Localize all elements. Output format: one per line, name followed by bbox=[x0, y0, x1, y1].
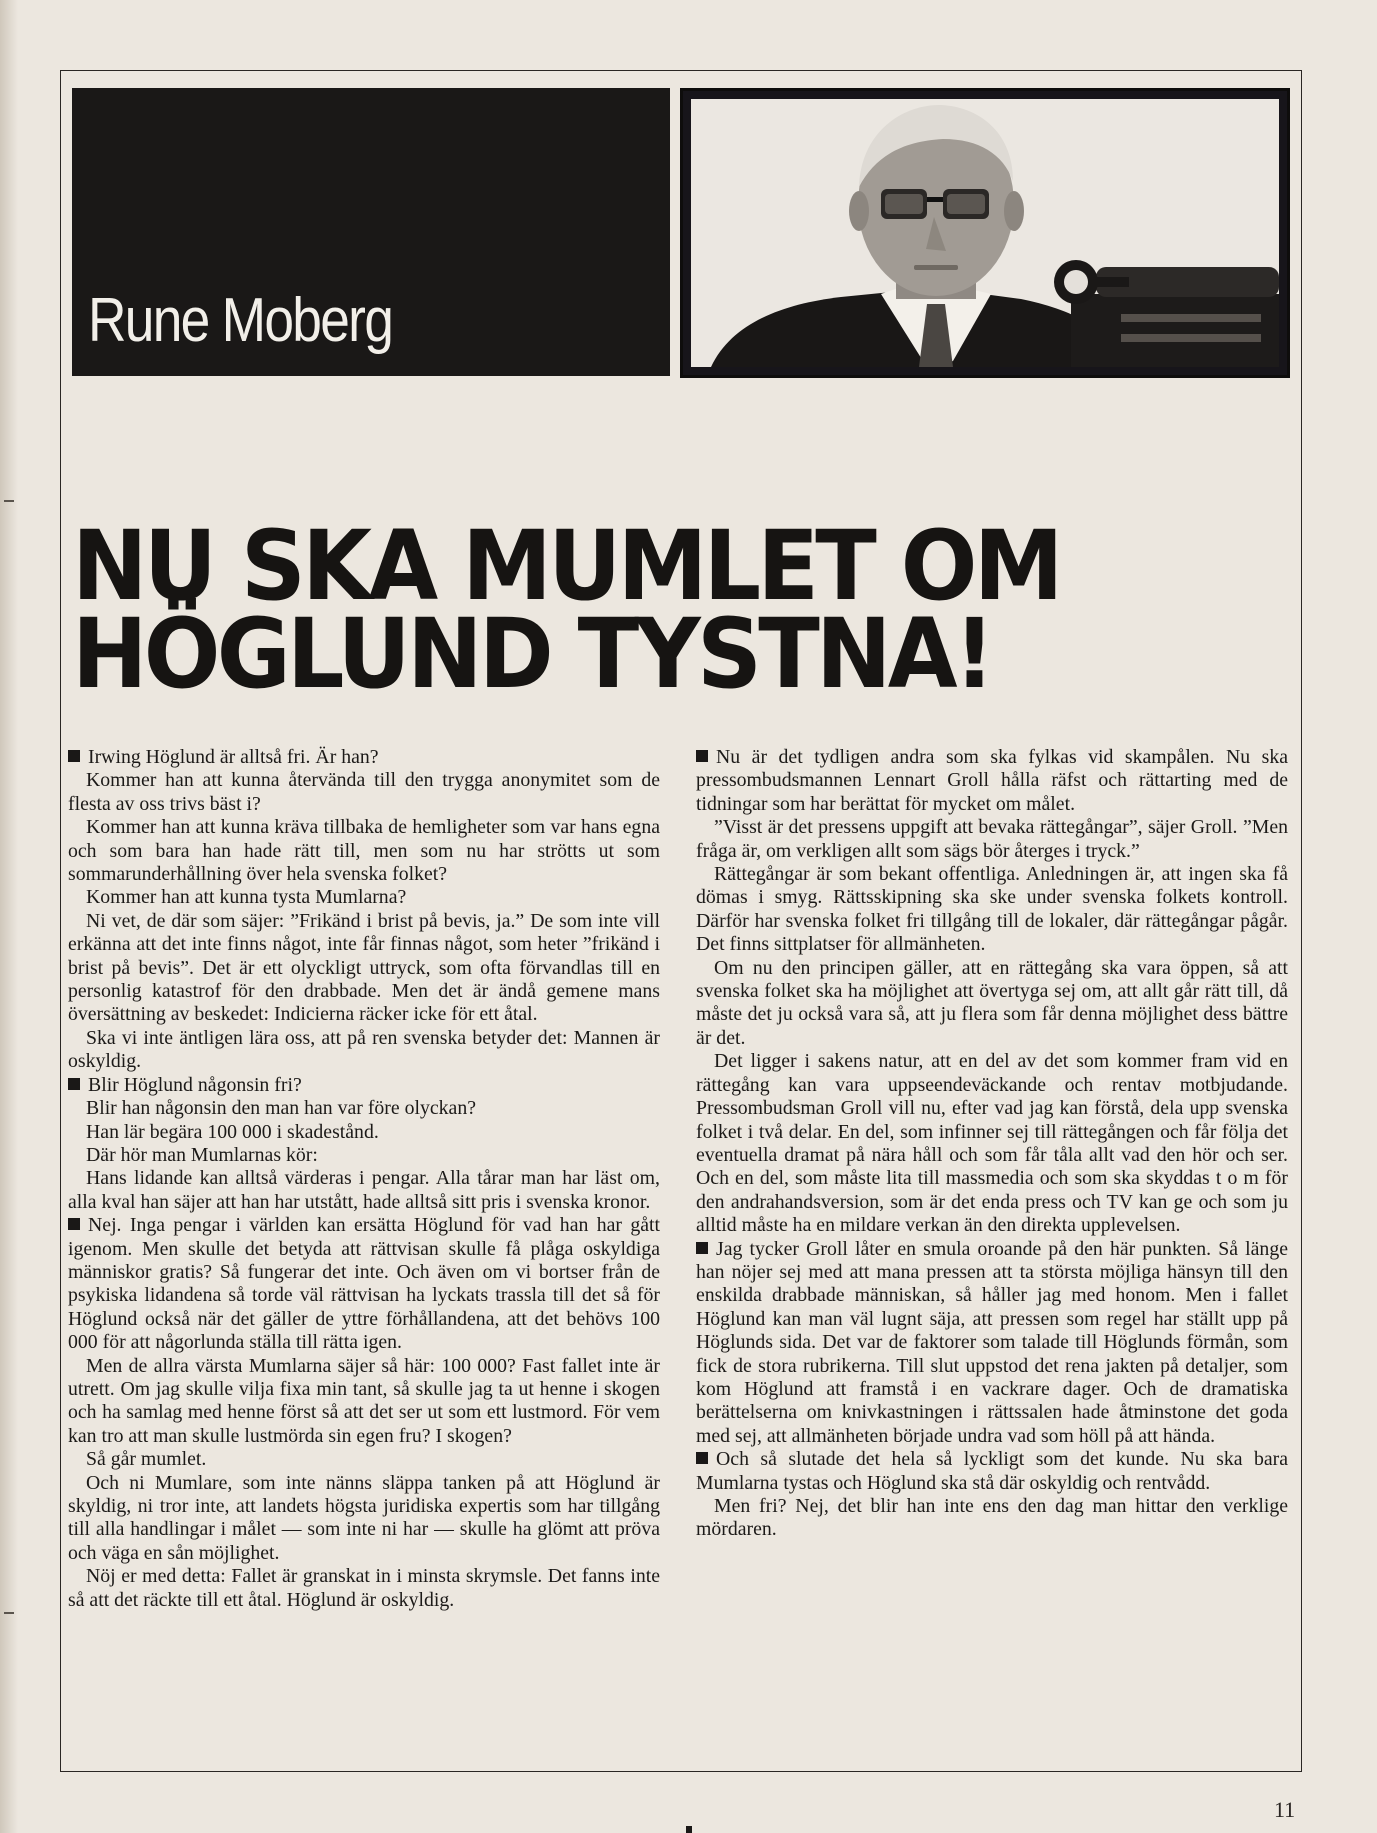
left-column bbox=[68, 746, 660, 1612]
paragraph bbox=[68, 816, 660, 886]
author-name: Rune Moberg bbox=[88, 286, 393, 355]
right-column bbox=[696, 746, 1288, 1542]
section-paragraph bbox=[696, 746, 1288, 816]
section-bullet-icon bbox=[68, 750, 80, 762]
print-mark bbox=[686, 1826, 692, 1833]
paragraph bbox=[68, 1097, 660, 1120]
paragraph bbox=[68, 1565, 660, 1612]
paragraph-text: Det ligger i sakens natur, att en del av det som kommer fram vid en rättegång kan vara uppseendeväckande och rentav motbjudande. Pressombudsman Groll vill nu, efter vad jag kan förstå, dela upp svenska folket i två delar. En del, som infinner sej till rättegången och får följa det eventuella dramat på nära håll och som får tåla allt vad den hör och ser. Och en del, som måste lita till massmedia och som ska skyddas t o m för den andrahandsversion, som är det enda press och TV kan ge och som ju alltid måste ha en mildare verkan än den direkta upplevelsen. bbox=[696, 1050, 1288, 1237]
paragraph bbox=[68, 1144, 660, 1167]
paragraph bbox=[696, 957, 1288, 1051]
section-bullet-icon bbox=[68, 1078, 80, 1090]
paragraph-text: Ska vi inte äntligen lära oss, att på ren svenska betyder det: Mannen är oskyldig. bbox=[68, 1026, 660, 1073]
section-paragraph bbox=[696, 1238, 1288, 1449]
paragraph-text: Så går mumlet. bbox=[86, 1448, 207, 1471]
paragraph bbox=[68, 1355, 660, 1449]
paragraph bbox=[68, 886, 660, 909]
typewriter-shape bbox=[1054, 260, 1279, 367]
section-bullet-icon bbox=[68, 1218, 80, 1230]
headline-line-2: HÖGLUND TYSTNA! bbox=[72, 598, 992, 710]
paragraph-text: Nej. Inga pengar i världen kan ersätta Höglund för vad han har gått igenom. Men skulle det betyda att rättvisan skulle få plåga oskyldiga människor gratis? Så fungerar det inte. Och även om vi bortser från de psykiska lidandena så torde väl rättvisan ha lyckats trassla till det så för Höglund också när det gäller de yttre förhållandena, att det behövs 100 000 för att någorlunda ställa till rätta igen. bbox=[68, 1214, 660, 1354]
paragraph-text: Hans lidande kan alltså värderas i pengar. Alla tårar man har läst om, alla kval han säjer att han har utstått, hade alltså sitt pris i svenska kronor. bbox=[68, 1167, 660, 1213]
paragraph bbox=[68, 1027, 660, 1074]
paragraph bbox=[696, 863, 1288, 957]
paragraph-text: Irwing Höglund är alltså fri. Är han? bbox=[88, 746, 379, 768]
paragraph bbox=[68, 1121, 660, 1144]
paragraph bbox=[68, 1472, 660, 1566]
paragraph-text: Kommer han att kunna tysta Mumlarna? bbox=[86, 886, 407, 909]
paragraph bbox=[68, 1167, 660, 1214]
paragraph-text: Och ni Mumlare, som inte nänns släppa tanken på att Höglund är skyldig, ni tror inte, att landets högsta juridiska expertis som har tillgång till alla handlingar i målet — som inte ni har — skulle ha glömt att pröva och väga en sån möjlighet. bbox=[68, 1471, 660, 1564]
paragraph bbox=[68, 910, 660, 1027]
paragraph-text: Rättegångar är som bekant offentliga. Anledningen är, att ingen ska få dömas i smyg. Rättsskipning ska ske under svenska folkets kontroll. Därför har svenska folket fri tillgång till de lokaler, där rättegångar pågår. Det finns sittplatser för allmänheten. bbox=[696, 863, 1288, 956]
paragraph-text: Blir han någonsin den man han var före olyckan? bbox=[86, 1097, 477, 1120]
paragraph-text: Han lär begära 100 000 i skadestånd. bbox=[86, 1120, 379, 1143]
page-number: 11 bbox=[1274, 1797, 1296, 1822]
section-paragraph bbox=[696, 1448, 1288, 1495]
headline-line-1: NU SKA MUMLET OM bbox=[72, 510, 1060, 622]
paragraph bbox=[696, 1495, 1288, 1542]
author-photo-frame bbox=[680, 88, 1290, 378]
paragraph bbox=[696, 816, 1288, 863]
paragraph-text: Kommer han att kunna kräva tillbaka de hemligheter som var hans egna och som bara han hade rätt till, men som nu har strötts ut som sommarunderhållning över hela svenska folket? bbox=[68, 816, 660, 886]
paragraph-text: Kommer han att kunna återvända till den trygga anonymitet som de flesta av oss trivs bäst i? bbox=[68, 769, 660, 815]
paragraph bbox=[696, 1050, 1288, 1237]
section-bullet-icon bbox=[696, 1242, 708, 1254]
paragraph-text: Nu är det tydligen andra som ska fylkas vid skampålen. Nu ska pressombudsmannen Lennart Groll hålla räfst och rättarting med de tidningar som har berättat för mycket om målet. bbox=[696, 746, 1288, 815]
paragraph-text: Om nu den principen gäller, att en rättegång ska vara öppen, så att svenska folket ska ha möjlighet att övertyga sej om, att allt går rätt till, då måste det ju också vara så, att ju flera som får denna möjlighet dess bättre är det. bbox=[696, 956, 1288, 1049]
margin-mark bbox=[4, 500, 14, 502]
paragraph-text: Och så slutade det hela så lyckligt som det kunde. Nu ska bara Mumlarna tystas och Höglund ska stå där oskyldig och rentvådd. bbox=[696, 1448, 1288, 1494]
margin-mark bbox=[4, 1612, 14, 1614]
paragraph-text: ”Visst är det pressens uppgift att bevaka rättegångar”, säjer Groll. ”Men fråga är, om verkligen allt som sägs bör återges i tryck.” bbox=[696, 816, 1288, 862]
paragraph-text: Nöj er med detta: Fallet är granskat in i minsta skrymsle. Det fanns inte så att det räckte till ett åtal. Höglund är oskyldig. bbox=[68, 1565, 660, 1611]
page-binding-edge bbox=[0, 0, 18, 1833]
paragraph-text: Blir Höglund någonsin fri? bbox=[88, 1073, 302, 1096]
paragraph-text: Men fri? Nej, det blir han inte ens den dag man hittar den verklige mördaren. bbox=[696, 1495, 1288, 1541]
paragraph bbox=[68, 1448, 660, 1471]
section-paragraph bbox=[68, 1214, 660, 1354]
portrait-photo bbox=[691, 99, 1279, 367]
section-bullet-icon bbox=[696, 750, 708, 762]
author-photo bbox=[691, 99, 1279, 367]
paragraph-text: Men de allra värsta Mumlarna säjer så här: 100 000? Fast fallet inte är utrett. Om jag skulle vilja fixa min tant, så skulle jag ta ut henne i skogen och ha samlag med henne först så att det ser ut som ett lustmord. För vem kan tro att man skulle lustmörda sin egen fru? I skogen? bbox=[68, 1354, 660, 1447]
section-bullet-icon bbox=[696, 1452, 708, 1464]
section-paragraph bbox=[68, 746, 660, 769]
headline bbox=[72, 510, 1228, 710]
section-paragraph bbox=[68, 1074, 660, 1097]
paragraph-text: Där hör man Mumlarnas kör: bbox=[86, 1143, 318, 1166]
paragraph-text: Jag tycker Groll låter en smula oroande på den här punkten. Så länge han nöjer sej med att mana pressen att ta största möjliga hänsyn till den enskilda drabbade människan, så håller jag med honom. Men i fallet Höglund kan man väl lugnt säja, att pressen som regel har ställt upp på Höglunds sida. Det var de faktorer som talade till Höglunds förmån, som fick de stora rubrikerna. Till slut uppstod det rena jakten på detaljer, som kom Höglund att framstå i en vackrare dager. Och de dramatiska berättelserna om knivkastningen i rättssalen hade åtminstone det goda med sej, att allmänheten började undra vad som höll på att hända. bbox=[696, 1237, 1288, 1447]
paragraph bbox=[68, 769, 660, 816]
paragraph-text: Ni vet, de där som säjer: ”Frikänd i brist på bevis, ja.” De som inte vill erkänna att det inte finns något, inte får finnas något, som heter ”frikänd i brist på bevis”. Det är ett olyckligt uttryck, som ofta förvandlas till en personlig katastrof för den drabbade. Men det är ändå gemene mans översättning av beskedet: Indicierna räcker icke för ett åtal. bbox=[68, 909, 660, 1026]
